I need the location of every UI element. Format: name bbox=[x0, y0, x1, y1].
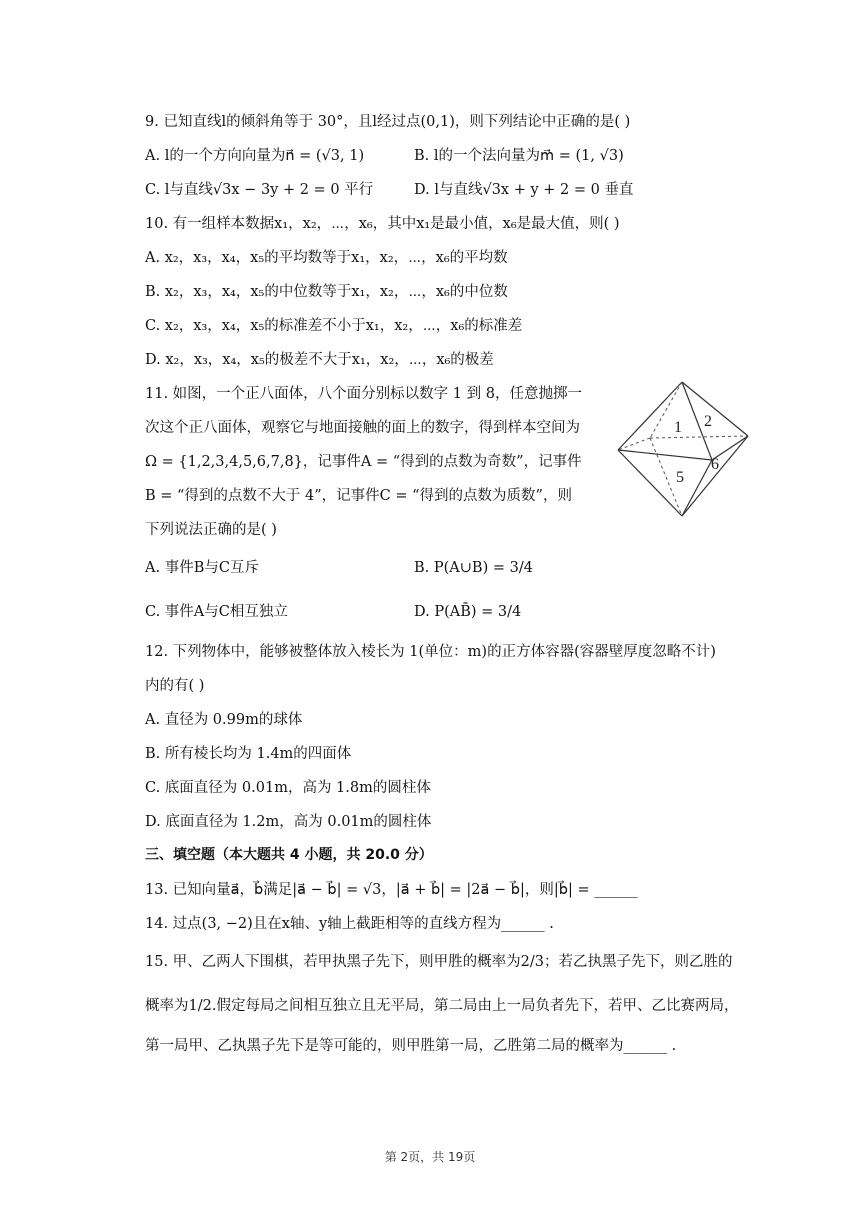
q9-stem: 9. 已知直线l的倾斜角等于 30°，且l经过点(0,1)，则下列结论中正确的是( ) bbox=[145, 114, 631, 130]
q9-option-c: C. l与直线√3x − 3y + 2 = 0 平行 bbox=[145, 182, 374, 198]
q10-option-b: B. x₂，x₃，x₄，x₅的中位数等于x₁，x₂，⋯，x₆的中位数 bbox=[145, 284, 508, 300]
section-title: 三、填空题（本大题共 4 小题，共 20.0 分） bbox=[145, 847, 433, 863]
q11-line-2: 次这个正八面体，观察它与地面接触的面上的数字，得到样本空间为 bbox=[145, 420, 580, 436]
q9-option-b: B. l的一个法向量为m⃗ = (1, √3) bbox=[414, 148, 624, 164]
q11-line-3: Ω = {1,2,3,4,5,6,7,8}，记事件A = “得到的点数为奇数”，记事件 bbox=[145, 454, 582, 470]
q10-option-c: C. x₂，x₃，x₄，x₅的标准差不小于x₁，x₂，⋯，x₆的标准差 bbox=[145, 318, 523, 334]
q12-option-a: A. 直径为 0.99m的球体 bbox=[145, 712, 303, 728]
q11-option-d: D. P(AB̄) = 3/4 bbox=[414, 604, 522, 620]
q10-stem: 10. 有一组样本数据x₁，x₂，⋯，x₆，其中x₁是最小值，x₆是最大值，则( ) bbox=[145, 216, 620, 232]
figure-label-1: 1 bbox=[674, 419, 682, 436]
q11-option-b: B. P(A∪B) = 3/4 bbox=[414, 560, 533, 576]
figure-label-6: 6 bbox=[711, 456, 719, 473]
q9-option-d: D. l与直线√3x + y + 2 = 0 垂直 bbox=[414, 182, 634, 198]
q15-line-2: 概率为1/2.假定每局之间相互独立且无平局，第二局由上一局负者先下，若甲、乙比赛两局， bbox=[145, 998, 739, 1014]
q11-option-a: A. 事件B与C互斥 bbox=[145, 560, 259, 576]
q9-option-a: A. l的一个方向向量为n⃗ = (√3, 1) bbox=[145, 148, 365, 164]
octahedron-figure bbox=[612, 378, 754, 520]
q10-option-d: D. x₂，x₃，x₄，x₅的极差不大于x₁，x₂，⋯，x₆的极差 bbox=[145, 352, 494, 368]
q11-option-c: C. 事件A与C相互独立 bbox=[145, 604, 288, 620]
q12-option-b: B. 所有棱长均为 1.4m的四面体 bbox=[145, 746, 352, 762]
q14: 14. 过点(3, −2)且在x轴、y轴上截距相等的直线方程为______ . bbox=[145, 916, 554, 932]
q10-option-a: A. x₂，x₃，x₄，x₅的平均数等于x₁，x₂，⋯，x₆的平均数 bbox=[145, 250, 508, 266]
q15-line-1: 15. 甲、乙两人下围棋，若甲执黑子先下，则甲胜的概率为2/3；若乙执黑子先下，则乙胜的 bbox=[145, 954, 733, 970]
q11-line-1: 11. 如图，一个正八面体，八个面分别标以数字 1 到 8，任意抛掷一 bbox=[145, 386, 582, 402]
q13: 13. 已知向量a⃗，b⃗满足|a⃗ − b⃗| = √3，|a⃗ + b⃗| = |2a⃗ − b⃗|，则|b⃗| = ______ bbox=[145, 882, 638, 898]
q15-line-3: 第一局甲、乙执黑子先下是等可能的，则甲胜第一局，乙胜第二局的概率为______ . bbox=[145, 1038, 677, 1054]
q12-line-2: 内的有( ) bbox=[145, 678, 205, 694]
figure-label-5: 5 bbox=[676, 469, 684, 486]
q11-line-5: 下列说法正确的是( ) bbox=[145, 522, 277, 538]
q12-line-1: 12. 下列物体中，能够被整体放入棱长为 1(单位：m)的正方体容器(容器壁厚度忽略不计) bbox=[145, 644, 716, 660]
page-footer: 第 2页，共 19页 bbox=[384, 1150, 476, 1164]
q12-option-d: D. 底面直径为 1.2m，高为 0.01m的圆柱体 bbox=[145, 814, 432, 830]
figure-label-2: 2 bbox=[704, 413, 712, 430]
q11-line-4: B = “得到的点数不大于 4”，记事件C = “得到的点数为质数”，则 bbox=[145, 488, 572, 504]
q12-option-c: C. 底面直径为 0.01m，高为 1.8m的圆柱体 bbox=[145, 780, 431, 796]
